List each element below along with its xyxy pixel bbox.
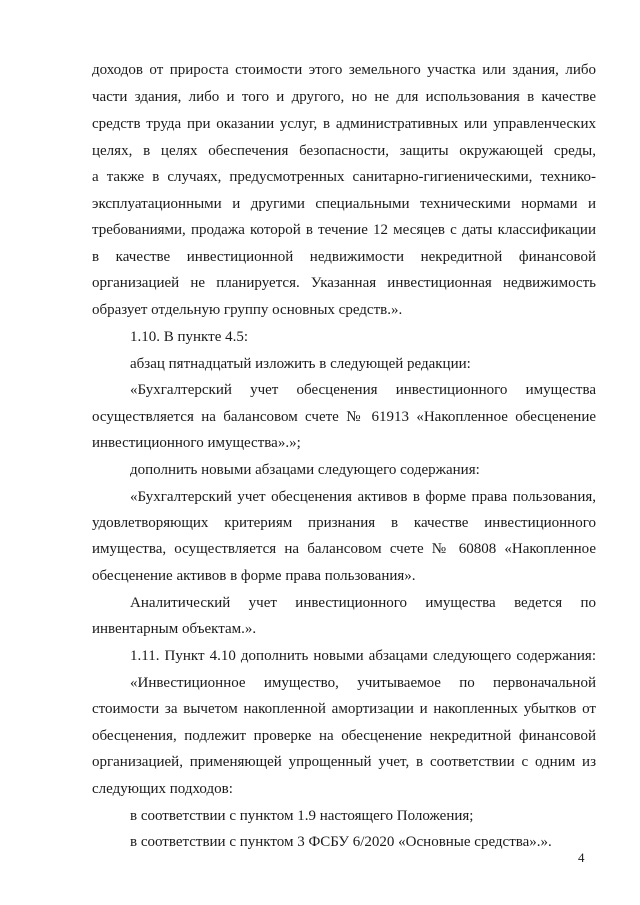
text-line: средств труда при оказании услуг, в административных или управленческих <box>92 116 596 132</box>
text-line: организацией, применяющей упрощенный учет, в соответствии с одним из <box>92 754 596 770</box>
text-line: «Инвестиционное имущество, учитываемое по первоначальной <box>130 675 596 691</box>
text-line: части здания, либо и того и другого, но не для использования в качестве <box>92 89 596 105</box>
text-line: обесценения, подлежит проверке на обесценение некредитной финансовой <box>92 728 596 744</box>
text-line: «Бухгалтерский учет обесценения инвестиционного имущества <box>130 382 596 398</box>
text-line: инвестиционного имущества».»; <box>92 435 301 451</box>
text-line: эксплуатационными и другими специальными техническими нормами и <box>92 196 596 212</box>
text-line: дополнить новыми абзацами следующего содержания: <box>130 462 480 478</box>
text-line: 1.10. В пункте 4.5: <box>130 329 249 345</box>
text-line: в соответствии с пунктом 1.9 настоящего Положения; <box>130 808 474 824</box>
text-line: целях, в целях обеспечения безопасности, защиты окружающей среды, <box>92 143 596 159</box>
text-line: абзац пятнадцатый изложить в следующей редакции: <box>130 356 471 372</box>
text-line: в качестве инвестиционной недвижимости некредитной финансовой <box>92 249 596 265</box>
text-line: стоимости за вычетом накопленной амортизации и накопленных убытков от <box>92 701 596 717</box>
text-line: удовлетворяющих критериям признания в качестве инвестиционного <box>92 515 596 531</box>
page-number: 4 <box>578 850 585 865</box>
text-line: имущества, осуществляется на балансовом счете № 60808 «Накопленное <box>92 541 596 557</box>
text-line: в соответствии с пунктом 3 ФСБУ 6/2020 «Основные средства».». <box>130 834 552 850</box>
text-line: обесценение активов в форме права пользования». <box>92 568 416 584</box>
text-line: осуществляется на балансовом счете № 61913 «Накопленное обесценение <box>92 409 596 425</box>
text-line: следующих подходов: <box>92 781 233 797</box>
text-line: требованиями, продажа которой в течение 12 месяцев с даты классификации <box>92 222 596 238</box>
text-line: а также в случаях, предусмотренных санитарно-гигиеническими, технико- <box>92 169 596 185</box>
text-line: организацией не планируется. Указанная инвестиционная недвижимость <box>92 275 596 291</box>
text-line: 1.11. Пункт 4.10 дополнить новыми абзацами следующего содержания: <box>130 648 596 664</box>
text-line: инвентарным объектам.». <box>92 621 257 637</box>
text-line: доходов от прироста стоимости этого земельного участка или здания, либо <box>92 62 596 78</box>
text-line: «Бухгалтерский учет обесценения активов в форме права пользования, <box>130 489 596 505</box>
text-line: Аналитический учет инвестиционного имущества ведется по <box>130 595 596 611</box>
text-line: образует отдельную группу основных средств.». <box>92 302 403 318</box>
